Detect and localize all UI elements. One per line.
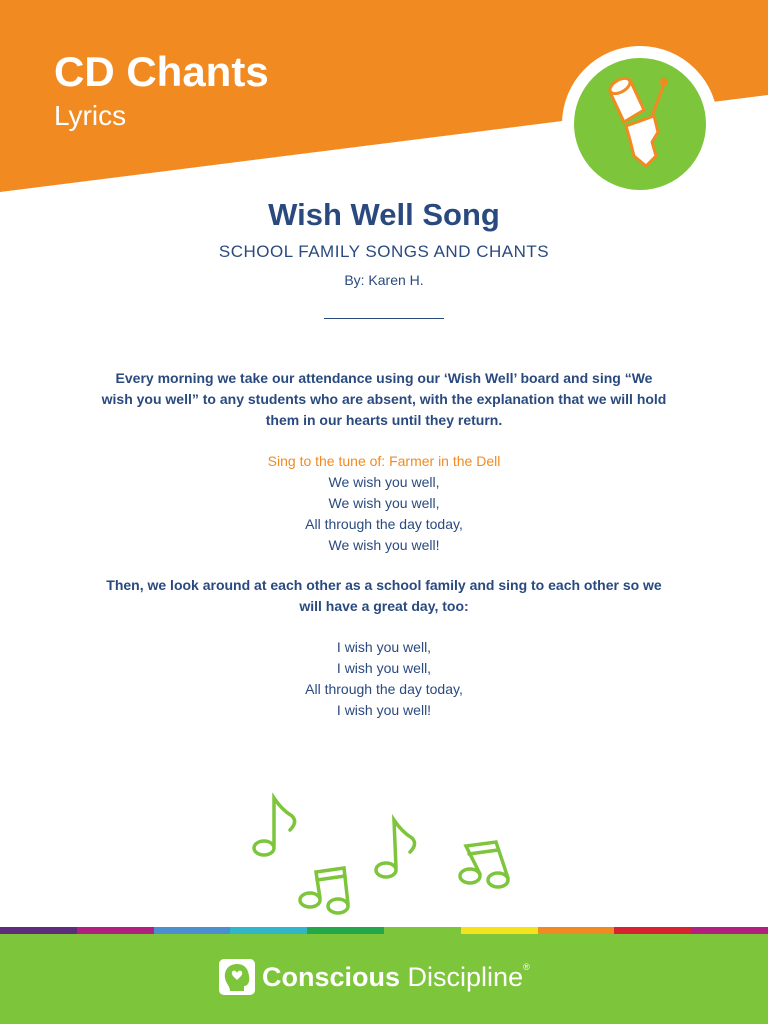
song-author: By: Karen H. [344,272,424,288]
lyric-line: I wish you well, [336,660,432,676]
registered-mark: ® [523,961,530,972]
heart-head-icon [218,958,256,996]
lyric-line: We wish you well, [328,495,440,511]
brand-name: Conscious Discipline® [262,961,530,992]
drum-icon [560,44,720,204]
tune-note: Sing to the tune of: Farmer in the Dell [267,453,501,469]
lyric-line: We wish you well, [328,474,440,490]
intro-paragraph: Every morning we take our attendance using our ‘Wish Well’ board and sing “We wish you well” to any students who are absent, with the explanation that we will hold them in our hearts until they return. [101,370,667,428]
page-title: CD Chants [54,48,269,95]
verse-two [0,637,768,721]
music-notes-icon [230,780,530,920]
lyric-line: I wish you well! [336,702,432,718]
transition-paragraph: Then, we look around at each other as a school family and sing to each other so we will have a great day, too: [106,577,662,614]
title-divider [324,318,444,319]
lyric-line: I wish you well, [336,639,432,655]
lyric-line: All through the day today, [305,516,463,532]
page-subtitle: Lyrics [54,100,127,131]
verse-one [0,451,768,556]
lyric-line: We wish you well! [328,537,440,553]
lyric-line: All through the day today, [305,681,463,697]
song-category: SCHOOL FAMILY SONGS AND CHANTS [218,242,550,261]
song-title: Wish Well Song [268,197,500,232]
color-stripe-bar [0,927,768,934]
brand-logo [218,958,530,996]
